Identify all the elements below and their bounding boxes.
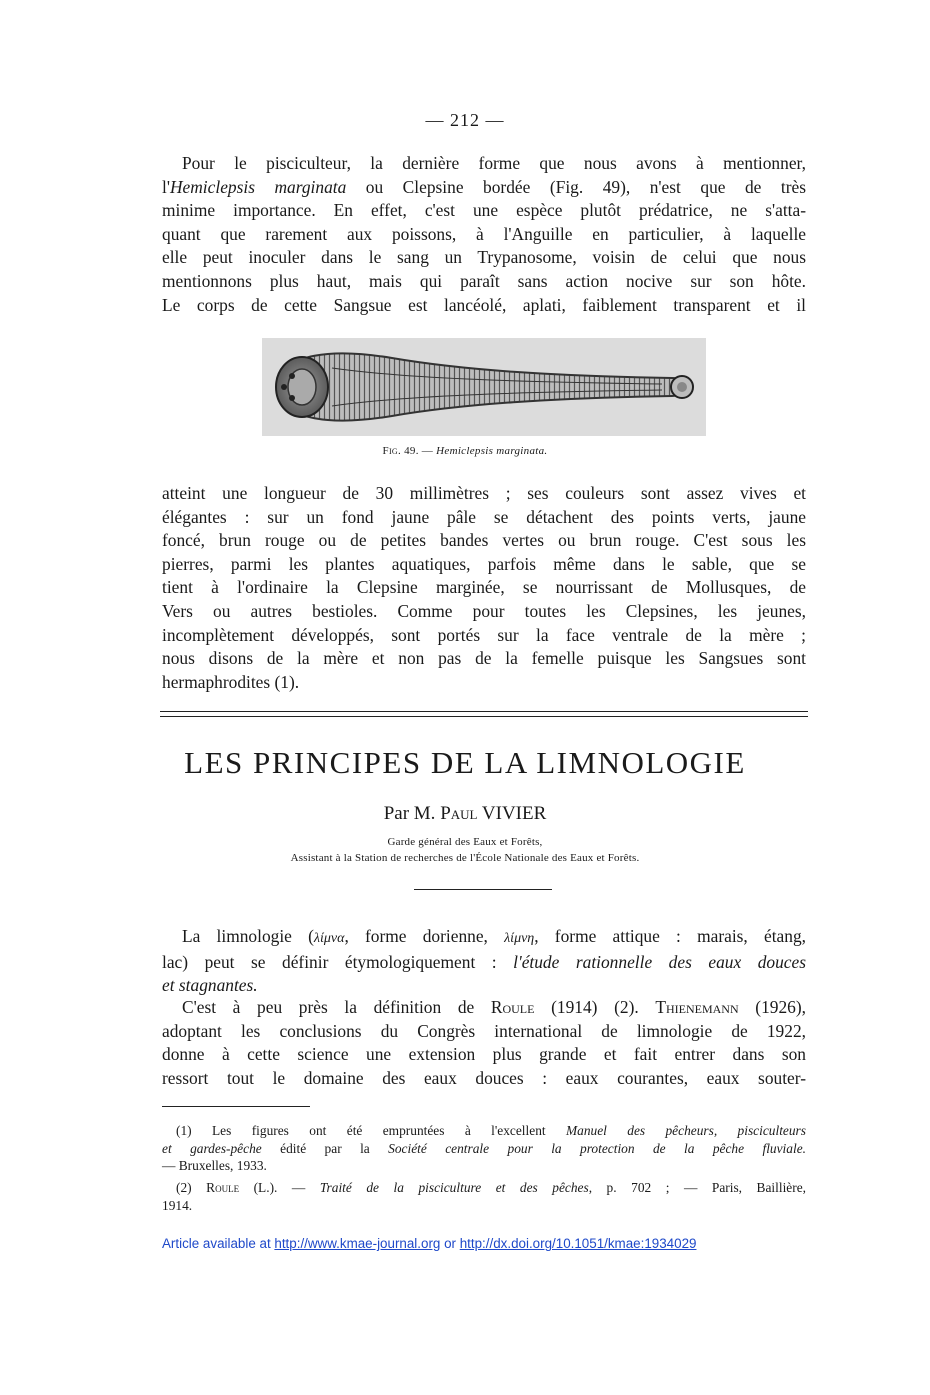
text-line: Vers ou autres bestioles. Comme pour toutes les Clepsines, les jeunes, xyxy=(162,600,806,621)
text-line: foncé, brun rouge ou de petites bandes vertes ou brun rouge. C'est sous les xyxy=(162,530,806,551)
caption-species: Hemiclepsis marginata. xyxy=(436,445,548,457)
text-line: ressort tout le domaine des eaux douces : eaux courantes, eaux souter- xyxy=(162,1067,806,1088)
text-line: La limnologie (λίμνα, forme dorienne, λίμνη, forme attique : marais, étang, xyxy=(182,926,806,946)
footnote-line: (1) Les figures ont été empruntées à l'excellent Manuel des pêcheurs, pisciculteurs xyxy=(176,1123,806,1138)
title-rule xyxy=(414,889,552,890)
definition-text: l'étude rationnelle des eaux douces xyxy=(513,951,807,972)
greek-word: λίμνη xyxy=(504,931,535,946)
text-line: quant que rarement aux poissons, à l'Anguille en particulier, à laquelle xyxy=(162,223,806,244)
text-line: C'est à peu près la définition de Roule (1914) (2). Thienemann (1926), xyxy=(182,997,806,1017)
caption-label: Fig. 49. xyxy=(382,445,419,457)
footnote-line: (2) Roule (L.). — Traité de la pisciculture et des pêches, p. 702 ; — Paris, Baillière, xyxy=(176,1180,806,1195)
text-line: Le corps de cette Sangsue est lancéolé, aplati, faiblement transparent et il xyxy=(162,294,806,315)
figure-caption: Fig. 49. — Hemiclepsis marginata. xyxy=(382,445,548,457)
author-ref: Thienemann xyxy=(655,997,739,1017)
byline: Par M. Paul VIVIER xyxy=(383,803,547,824)
author-last-name: VIVIER xyxy=(477,803,547,824)
text-line: élégantes : sur un fond jaune pâle se détachent des points verts, jaune xyxy=(162,506,806,527)
leech-figure xyxy=(262,338,706,436)
journal-link[interactable]: http://www.kmae-journal.org xyxy=(274,1236,441,1251)
paragraph-2 xyxy=(162,482,806,694)
footnote-line: 1914. xyxy=(162,1197,193,1213)
species-name: Hemiclepsis marginata xyxy=(169,176,347,197)
footnote-1 xyxy=(162,1122,806,1175)
affiliation-line: Assistant à la Station de recherches de l'École Nationale des Eaux et Forêts. xyxy=(290,852,640,864)
footnote-line: — Bruxelles, 1933. xyxy=(162,1158,267,1173)
text-line: incomplètement développés, sont portés sur la face ventrale de la mère ; xyxy=(162,624,806,645)
text-line: pierres, parmi les plantes aquatiques, parfois même dans le sable, que se xyxy=(162,553,806,574)
text-line: atteint une longueur de 30 millimètres ; ses couleurs sont assez vives et xyxy=(162,483,806,503)
text-line: nous disons de la mère et non pas de la femelle puisque les Sangsues sont xyxy=(162,648,806,669)
section-divider xyxy=(160,716,808,717)
text-line: tient à l'ordinaire la Clepsine marginée, se nourrissant de Mollusques, de xyxy=(162,577,806,598)
text-line: l'Hemiclepsis marginata ou Clepsine bordée (Fig. 49), n'est que de très xyxy=(162,176,807,197)
text-line: Pour le pisciculteur, la dernière forme que nous avons à mentionner, xyxy=(182,153,806,173)
text-line: minime importance. En effet, c'est une espèce plutôt prédatrice, ne s'atta- xyxy=(162,200,806,221)
text-line: donne à cette science une extension plus grande et fait entrer dans son xyxy=(162,1044,806,1065)
greek-word: λίμνα xyxy=(313,931,345,946)
text-line: hermaphrodites (1). xyxy=(162,671,300,692)
doi-link[interactable]: http://dx.doi.org/10.1051/kmae:1934029 xyxy=(459,1236,697,1251)
paragraph-3 xyxy=(162,925,806,998)
footnote-rule xyxy=(162,1106,310,1107)
footnote-line: et gardes-pêche édité par la Société centrale pour la protection de la pêche fluviale. xyxy=(162,1140,806,1156)
page-number: — 212 — xyxy=(425,110,505,130)
author-first-name: Paul xyxy=(440,803,478,824)
paragraph-1 xyxy=(162,152,806,317)
article-title: LES PRINCIPES DE LA LIMNOLOGIE xyxy=(184,745,746,780)
footnote-2 xyxy=(162,1179,806,1214)
text-line: elle peut inoculer dans le sang un Trypanosome, voisin de celui que nous xyxy=(162,247,806,268)
text-line: mentionnons plus haut, mais qui paraît sans action nocive sur son hôte. xyxy=(162,270,806,291)
text-line: lac) peut se définir étymologiquement : l'étude rationnelle des eaux douces xyxy=(162,951,807,972)
article-availability: Article available at http://www.kmae-journal.org or http://dx.doi.org/10.1051/kmae:1934029 xyxy=(162,1236,697,1251)
section-divider xyxy=(160,711,808,712)
text-line: et stagnantes. xyxy=(162,975,258,996)
leech-illustration xyxy=(262,338,706,436)
text-line: adoptant les conclusions du Congrès international de limnologie de 1922, xyxy=(162,1020,806,1041)
paragraph-4 xyxy=(162,996,806,1090)
author-ref: Roule xyxy=(490,997,535,1017)
affiliation-line: Garde général des Eaux et Forêts, xyxy=(387,836,543,848)
